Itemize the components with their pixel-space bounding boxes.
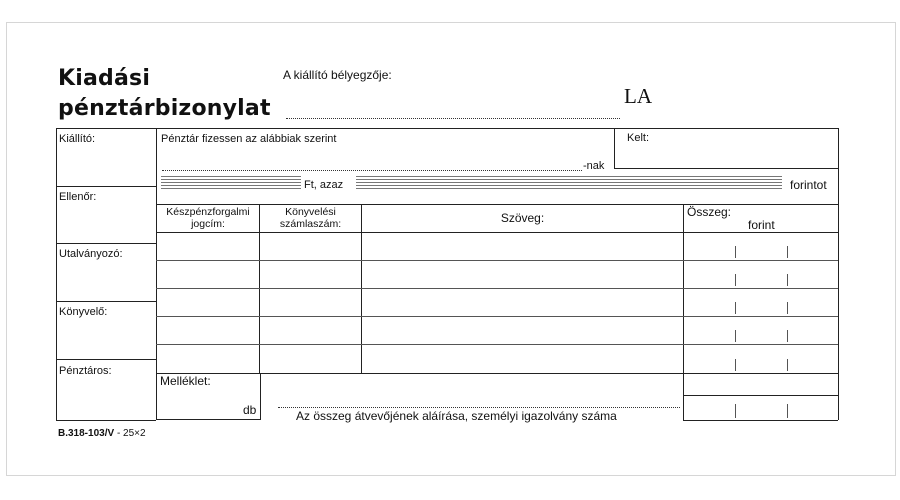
label-penztaros: Pénztáros: — [59, 365, 112, 377]
left-divider-3 — [56, 301, 156, 302]
col-szoveg-header: Szöveg: — [500, 211, 545, 225]
col-osszeg-header: Összeg: — [687, 205, 732, 219]
col-szamla-line1: Könyvelési — [285, 206, 336, 218]
tick-mark — [787, 274, 788, 286]
col-sep-3 — [683, 204, 684, 420]
kelt-bottom-border — [614, 168, 838, 169]
col-jogcim-line2: jogcím: — [191, 218, 225, 230]
forintot-label: forintot — [790, 178, 827, 192]
tick-mark — [787, 359, 788, 371]
total-separator — [683, 395, 838, 396]
tick-mark — [787, 404, 788, 418]
nak-suffix: -nak — [583, 160, 605, 172]
stamp-label: A kiállító bélyegzője: — [283, 68, 392, 82]
attachment-label: Melléklet: — [160, 374, 211, 388]
tick-mark — [787, 246, 788, 258]
grid-top-border — [56, 128, 838, 129]
label-utalvanyozo: Utalványozó: — [59, 248, 123, 260]
left-divider-2 — [56, 243, 156, 244]
tick-mark — [735, 274, 736, 286]
form-title-line1: Kiadási — [58, 66, 151, 91]
col-forint-subheader: forint — [748, 218, 775, 232]
amount-words-field[interactable] — [356, 176, 782, 190]
amount-numeric-field[interactable] — [161, 176, 301, 190]
signature-label: Az összeg átvevőjének aláírása, személyi igazolvány száma — [296, 409, 617, 423]
left-divider-1 — [56, 186, 156, 187]
footer-code — [58, 427, 146, 440]
col-jogcim-line1: Készpénzforgalmi — [166, 206, 250, 218]
attachment-db-label: db — [243, 403, 257, 417]
tick-mark — [735, 246, 736, 258]
label-konyvelo: Könyvelő: — [59, 306, 108, 318]
col-right-border — [838, 204, 839, 420]
tick-mark — [735, 330, 736, 342]
form-title-line2: pénztárbizonylat — [58, 96, 271, 121]
amount-col-bottom — [683, 420, 838, 421]
tick-mark — [787, 330, 788, 342]
stamp-dotted-line — [286, 118, 620, 119]
stamp-value: LA — [624, 84, 652, 108]
grid-left-border — [56, 128, 57, 420]
table-row — [156, 344, 838, 345]
col-szamla-header — [260, 206, 361, 230]
signature-dotted-line[interactable] — [278, 407, 680, 408]
payment-instruction: Pénztár fizessen az alábbiak szerint — [161, 133, 337, 145]
table-row — [156, 260, 838, 261]
table-row — [156, 316, 838, 317]
ft-azaz-label: Ft, azaz — [304, 179, 344, 191]
table-row — [156, 288, 838, 289]
left-col-bottom — [56, 420, 156, 421]
footer-form-size: - 25×2 — [116, 428, 146, 439]
kelt-label: Kelt: — [627, 132, 650, 144]
tick-mark — [735, 302, 736, 314]
tick-mark — [735, 404, 736, 418]
tick-mark — [735, 359, 736, 371]
kelt-left-border — [614, 128, 615, 168]
footer-form-number: B.318-103/V — [58, 428, 115, 439]
payee-dotted-line[interactable] — [162, 170, 582, 171]
left-divider-4 — [56, 359, 156, 360]
tick-mark — [787, 302, 788, 314]
label-ellenor: Ellenőr: — [59, 191, 97, 203]
label-kiallito: Kiállító: — [59, 133, 96, 145]
col-jogcim-header — [157, 206, 259, 230]
col-szamla-line2: számlaszám: — [279, 218, 342, 230]
